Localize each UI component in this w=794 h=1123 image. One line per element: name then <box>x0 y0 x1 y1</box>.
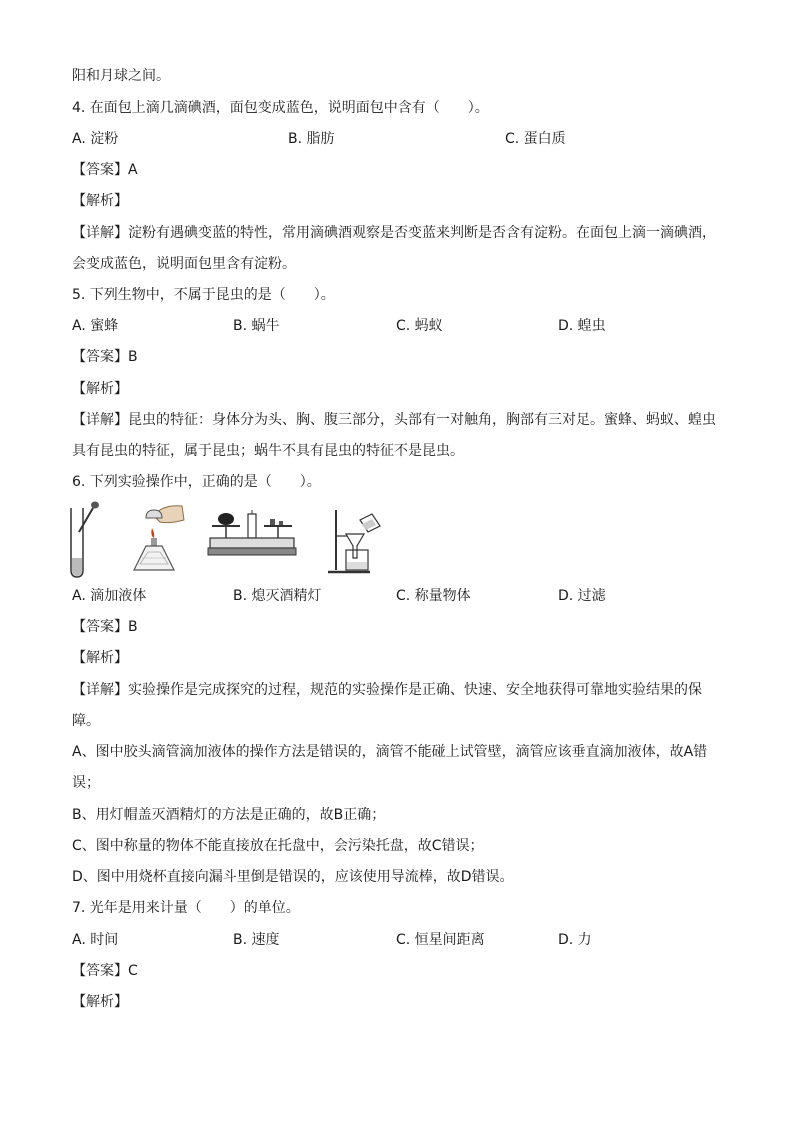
question-6: 6. 下列实验操作中，正确的是（ ）。 <box>72 474 321 490</box>
q5-analysis-label: 【解析】 <box>72 381 128 397</box>
q6-analysis-c: C、图中称量的物体不能直接放在托盘中，会污染托盘，故C错误； <box>72 838 484 854</box>
q6-analysis-a-line-2: 误； <box>72 775 100 791</box>
q5-option-c: C. 蚂蚁 <box>396 318 443 334</box>
q5-option-a: A. 蜜蜂 <box>72 318 119 334</box>
dropper-test-tube-figure <box>66 500 106 580</box>
q7-option-a: A. 时间 <box>72 932 119 948</box>
q7-option-d: D. 力 <box>558 932 592 948</box>
q5-option-d: D. 蝗虫 <box>558 318 606 334</box>
q5-detail-line-2: 具有昆虫的特征，属于昆虫；蜗牛不具有昆虫的特征不是昆虫。 <box>72 443 464 459</box>
q4-answer: 【答案】A <box>72 162 138 178</box>
q6-detail-line-2: 障。 <box>72 713 100 729</box>
continued-text: 阳和月球之间。 <box>72 68 170 84</box>
q6-analysis-label: 【解析】 <box>72 650 128 666</box>
q7-option-b: B. 速度 <box>233 932 280 948</box>
q5-option-b: B. 蜗牛 <box>233 318 280 334</box>
filtration-setup-figure <box>326 506 386 576</box>
q7-answer: 【答案】C <box>72 963 138 979</box>
question-7: 7. 光年是用来计量（ ）的单位。 <box>72 900 300 916</box>
q6-option-c: C. 称量物体 <box>396 588 471 604</box>
q6-analysis-a-line-1: A、图中胶头滴管滴加液体的操作方法是错误的，滴管不能碰上试管壁，滴管应该垂直滴加液体，故A错 <box>72 744 708 760</box>
q6-analysis-b: B、用灯帽盖灭酒精灯的方法是正确的，故B正确； <box>72 807 386 823</box>
q6-answer: 【答案】B <box>72 619 138 635</box>
question-4: 4. 在面包上滴几滴碘酒，面包变成蓝色，说明面包中含有（ ）。 <box>72 100 489 116</box>
q7-option-c: C. 恒星间距离 <box>396 932 485 948</box>
q6-option-d: D. 过滤 <box>558 588 606 604</box>
q5-detail-line-1: 【详解】昆虫的特征：身体分为头、胸、腹三部分，头部有一对触角，胸部有三对足。蜜蜂、蚂蚁、蝗虫 <box>72 412 716 428</box>
q7-analysis-label: 【解析】 <box>72 994 128 1010</box>
q4-analysis-label: 【解析】 <box>72 193 128 209</box>
q6-option-a: A. 滴加液体 <box>72 588 147 604</box>
question-5: 5. 下列生物中，不属于昆虫的是（ ）。 <box>72 287 335 303</box>
q4-option-b: B. 脂肪 <box>288 131 335 147</box>
q6-option-b: B. 熄灭酒精灯 <box>233 588 322 604</box>
q4-option-a: A. 淀粉 <box>72 131 119 147</box>
q6-analysis-d: D、图中用烧杯直接向漏斗里倒是错误的，应该使用导流棒，故D错误。 <box>72 869 514 885</box>
q4-option-c: C. 蛋白质 <box>505 131 566 147</box>
q5-answer: 【答案】B <box>72 349 138 365</box>
q6-detail-line-1: 【详解】实验操作是完成探究的过程，规范的实验操作是正确、快速、安全地获得可靠地实验结果的保 <box>72 682 702 698</box>
q4-detail-line-2: 会变成蓝色，说明面包里含有淀粉。 <box>72 256 296 272</box>
balance-scale-figure <box>206 510 298 566</box>
alcohol-lamp-cap-figure <box>124 500 186 576</box>
q4-detail-line-1: 【详解】淀粉有遇碘变蓝的特性，常用滴碘酒观察是否变蓝来判断是否含有淀粉。在面包上滴一滴碘酒， <box>72 225 716 241</box>
